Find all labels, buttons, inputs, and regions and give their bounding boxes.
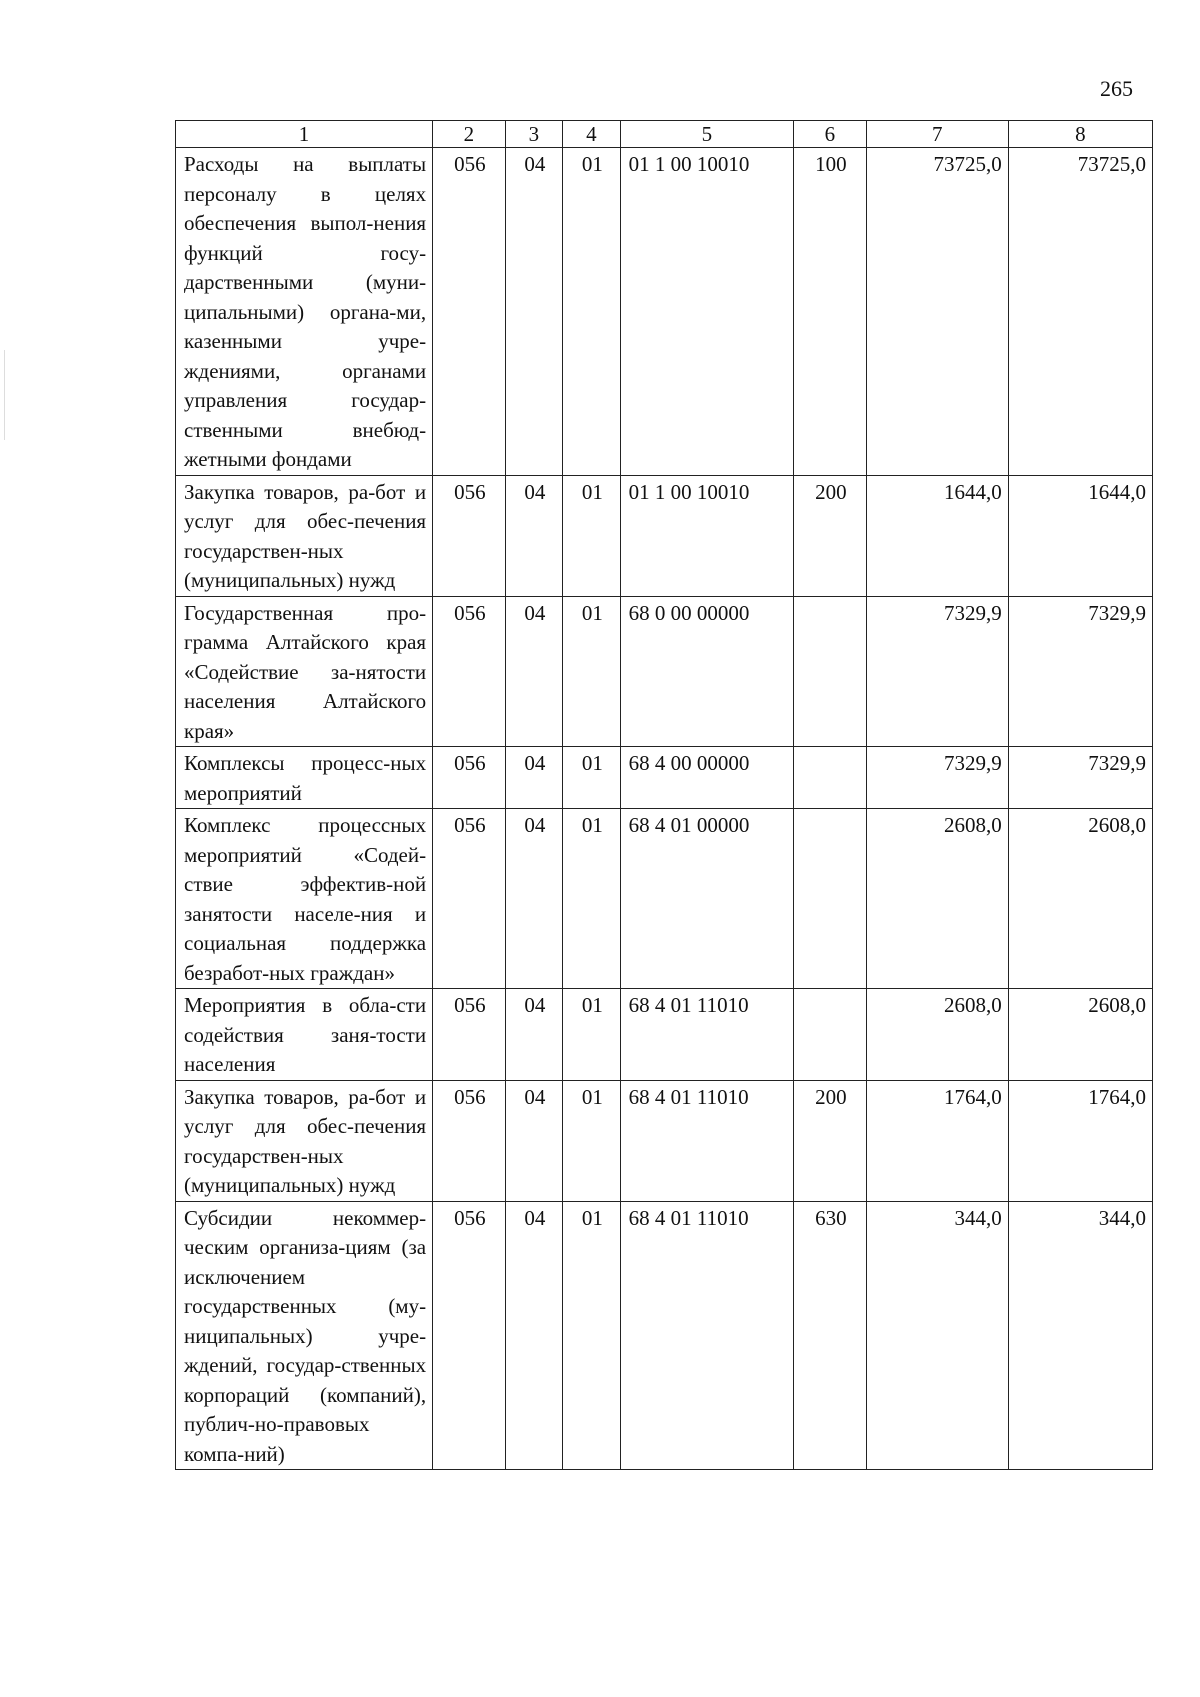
sum-col7-cell: 1644,0 — [866, 475, 1008, 596]
expense-name-cell: Комплекс процессных мероприятий «Содей-ствие эффектив-ной занятости населе-ния и социальная поддержка безработ-ных граждан» — [176, 809, 433, 989]
subsection-cell: 01 — [563, 596, 620, 747]
sum-col8-cell: 1644,0 — [1008, 475, 1152, 596]
admin-code-cell: 056 — [433, 148, 506, 476]
admin-code-cell: 056 — [433, 989, 506, 1081]
sum-col8-cell: 2608,0 — [1008, 809, 1152, 989]
sum-col8-cell: 73725,0 — [1008, 148, 1152, 476]
header-cell: 1 — [176, 121, 433, 148]
sum-col7-cell: 2608,0 — [866, 809, 1008, 989]
target-article-cell: 68 4 01 11010 — [620, 989, 793, 1081]
sum-col8-cell: 344,0 — [1008, 1201, 1152, 1470]
subsection-cell: 01 — [563, 989, 620, 1081]
page-number: 265 — [1100, 76, 1133, 101]
target-article-cell: 68 4 01 11010 — [620, 1201, 793, 1470]
expense-type-cell — [794, 809, 867, 989]
header-row — [176, 121, 1153, 148]
sum-col8-cell: 2608,0 — [1008, 989, 1152, 1081]
admin-code-cell: 056 — [433, 596, 506, 747]
section-cell: 04 — [505, 747, 562, 809]
expense-name-cell: Государственная про-грамма Алтайского края «Содействие за-нятости населения Алтайского края» — [176, 596, 433, 747]
table-row — [176, 1201, 1153, 1470]
admin-code-cell: 056 — [433, 747, 506, 809]
scan-edge-mark — [4, 350, 5, 440]
target-article-cell: 68 4 01 00000 — [620, 809, 793, 989]
section-cell: 04 — [505, 989, 562, 1081]
admin-code-cell: 056 — [433, 1080, 506, 1201]
expense-type-cell: 200 — [794, 475, 867, 596]
subsection-cell: 01 — [563, 1080, 620, 1201]
expense-name-cell: Мероприятия в обла-сти содействия заня-тости населения — [176, 989, 433, 1081]
target-article-cell: 01 1 00 10010 — [620, 475, 793, 596]
admin-code-cell: 056 — [433, 475, 506, 596]
section-cell: 04 — [505, 1201, 562, 1470]
table-row — [176, 148, 1153, 476]
sum-col7-cell: 73725,0 — [866, 148, 1008, 476]
target-article-cell: 01 1 00 10010 — [620, 148, 793, 476]
expense-type-cell: 630 — [794, 1201, 867, 1470]
expense-type-cell — [794, 596, 867, 747]
table-row — [176, 475, 1153, 596]
table-row — [176, 1080, 1153, 1201]
table-header — [176, 121, 1153, 148]
table-body — [176, 148, 1153, 1470]
sum-col7-cell: 344,0 — [866, 1201, 1008, 1470]
subsection-cell: 01 — [563, 1201, 620, 1470]
admin-code-cell: 056 — [433, 809, 506, 989]
sum-col7-cell: 7329,9 — [866, 747, 1008, 809]
expense-name-cell: Закупка товаров, ра-бот и услуг для обес-печения государствен-ных (муниципальных) нужд — [176, 475, 433, 596]
section-cell: 04 — [505, 809, 562, 989]
sum-col8-cell: 7329,9 — [1008, 747, 1152, 809]
expense-name-cell: Закупка товаров, ра-бот и услуг для обес-печения государствен-ных (муниципальных) нужд — [176, 1080, 433, 1201]
target-article-cell: 68 4 00 00000 — [620, 747, 793, 809]
expense-type-cell — [794, 989, 867, 1081]
expense-name-cell: Расходы на выплаты персоналу в целях обеспечения выпол-нения функций госу-дарственными (муни-ципальными) органа-ми, казенными учре-ждениями, органами управления государ-ственными внебюд-жетными фондами — [176, 148, 433, 476]
section-cell: 04 — [505, 1080, 562, 1201]
sum-col7-cell: 7329,9 — [866, 596, 1008, 747]
target-article-cell: 68 4 01 11010 — [620, 1080, 793, 1201]
expense-name-cell: Комплексы процесс-ных мероприятий — [176, 747, 433, 809]
sum-col7-cell: 1764,0 — [866, 1080, 1008, 1201]
subsection-cell: 01 — [563, 475, 620, 596]
sum-col8-cell: 7329,9 — [1008, 596, 1152, 747]
expense-type-cell: 100 — [794, 148, 867, 476]
admin-code-cell: 056 — [433, 1201, 506, 1470]
expense-name-cell: Субсидии некоммер-ческим организа-циям (за исключением государственных (му-ниципальных) учре-ждений, государ-ственных корпораций (компаний), публич-но-правовых компа-ний) — [176, 1201, 433, 1470]
expense-type-cell: 200 — [794, 1080, 867, 1201]
header-cell: 3 — [505, 121, 562, 148]
header-cell: 4 — [563, 121, 620, 148]
header-cell: 2 — [433, 121, 506, 148]
table-row — [176, 989, 1153, 1081]
header-cell: 7 — [866, 121, 1008, 148]
table-row — [176, 747, 1153, 809]
budget-table — [175, 120, 1153, 1470]
header-cell: 5 — [620, 121, 793, 148]
expense-type-cell — [794, 747, 867, 809]
header-cell: 6 — [794, 121, 867, 148]
table-row — [176, 596, 1153, 747]
table-row — [176, 809, 1153, 989]
sum-col7-cell: 2608,0 — [866, 989, 1008, 1081]
sum-col8-cell: 1764,0 — [1008, 1080, 1152, 1201]
subsection-cell: 01 — [563, 809, 620, 989]
subsection-cell: 01 — [563, 747, 620, 809]
section-cell: 04 — [505, 596, 562, 747]
section-cell: 04 — [505, 475, 562, 596]
target-article-cell: 68 0 00 00000 — [620, 596, 793, 747]
section-cell: 04 — [505, 148, 562, 476]
subsection-cell: 01 — [563, 148, 620, 476]
header-cell: 8 — [1008, 121, 1152, 148]
